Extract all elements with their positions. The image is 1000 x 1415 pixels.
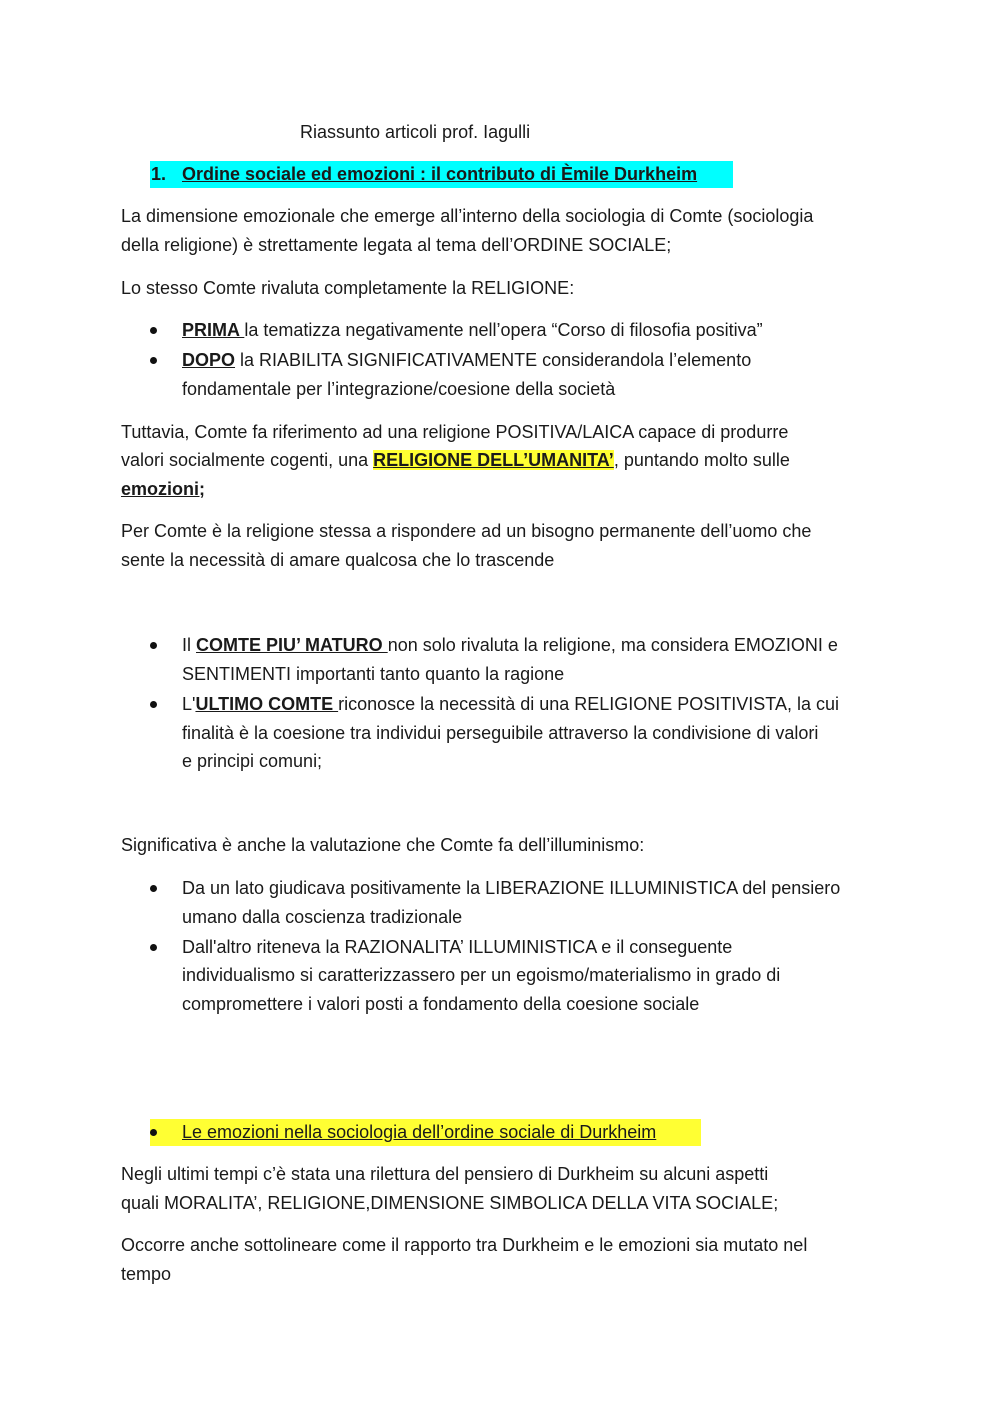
bullet-icon bbox=[150, 944, 157, 951]
list-item: DOPO la RIABILITA SIGNIFICATIVAMENTE considerandola l’elemento bbox=[182, 350, 752, 370]
list-item: PRIMA la tematizza negativamente nell’opera “Corso di filosofia positiva” bbox=[182, 320, 763, 340]
paragraph-line: Tuttavia, Comte fa riferimento ad una religione POSITIVA/LAICA capace di produrre bbox=[121, 422, 789, 442]
section-number: 1. bbox=[151, 164, 167, 184]
bullet-icon bbox=[150, 327, 157, 334]
section-heading: Ordine sociale ed emozioni : il contributo di Èmile Durkheim bbox=[182, 164, 698, 184]
paragraph-line: emozioni; bbox=[121, 479, 205, 499]
list-item-continuation: fondamentale per l’integrazione/coesione della società bbox=[182, 379, 616, 399]
list-item: Dall'altro riteneva la RAZIONALITA’ ILLUMINISTICA e il conseguente bbox=[182, 937, 733, 957]
paragraph-line: tempo bbox=[121, 1264, 172, 1284]
list-item-continuation: finalità è la coesione tra individui perseguibile attraverso la condivisione di valori bbox=[182, 723, 819, 743]
bullet-icon bbox=[150, 1129, 157, 1136]
list-item-continuation: individualismo si caratterizzassero per un egoismo/materialismo in grado di bbox=[182, 965, 781, 985]
paragraph-line: Per Comte è la religione stessa a rispondere ad un bisogno permanente dell’uomo che bbox=[121, 521, 812, 541]
bullet-icon bbox=[150, 642, 157, 649]
list-item-continuation: e principi comuni; bbox=[182, 751, 323, 771]
paragraph-line: quali MORALITA’, RELIGIONE,DIMENSIONE SIMBOLICA DELLA VITA SOCIALE; bbox=[121, 1193, 779, 1213]
bullet-icon bbox=[150, 885, 157, 892]
list-item: Da un lato giudicava positivamente la LIBERAZIONE ILLUMINISTICA del pensiero bbox=[182, 878, 841, 898]
section-heading: Le emozioni nella sociologia dell’ordine sociale di Durkheim bbox=[182, 1122, 657, 1142]
list-item-continuation: SENTIMENTI importanti tanto quanto la ragione bbox=[182, 664, 565, 684]
paragraph-line: La dimensione emozionale che emerge all’interno della sociologia di Comte (sociologia bbox=[121, 206, 814, 226]
paragraph-line: valori socialmente cogenti, una RELIGIONE DELL’UMANITA’, puntando molto sulle bbox=[121, 450, 790, 470]
paragraph-line: sente la necessità di amare qualcosa che lo trascende bbox=[121, 550, 555, 570]
bullet-icon bbox=[150, 701, 157, 708]
paragraph-line: Significativa è anche la valutazione che Comte fa dell’illuminismo: bbox=[121, 835, 645, 855]
list-item: Il COMTE PIU’ MATURO non solo rivaluta la religione, ma considera EMOZIONI e bbox=[182, 635, 838, 655]
paragraph-line: Lo stesso Comte rivaluta completamente la RELIGIONE: bbox=[121, 278, 575, 298]
list-item-continuation: umano dalla coscienza tradizionale bbox=[182, 907, 463, 927]
list-item: L'ULTIMO COMTE riconosce la necessità di una RELIGIONE POSITIVISTA, la cui bbox=[182, 694, 839, 714]
paragraph-line: Occorre anche sottolineare come il rapporto tra Durkheim e le emozioni sia mutato nel bbox=[121, 1235, 808, 1255]
paragraph-line: Negli ultimi tempi c’è stata una rilettura del pensiero di Durkheim su alcuni aspetti bbox=[121, 1164, 769, 1184]
paragraph-line: della religione) è strettamente legata al tema dell’ORDINE SOCIALE; bbox=[121, 235, 672, 255]
list-item-continuation: compromettere i valori posti a fondamento della coesione sociale bbox=[182, 994, 700, 1014]
bullet-icon bbox=[150, 357, 157, 364]
document-title: Riassunto articoli prof. Iagulli bbox=[300, 122, 531, 142]
